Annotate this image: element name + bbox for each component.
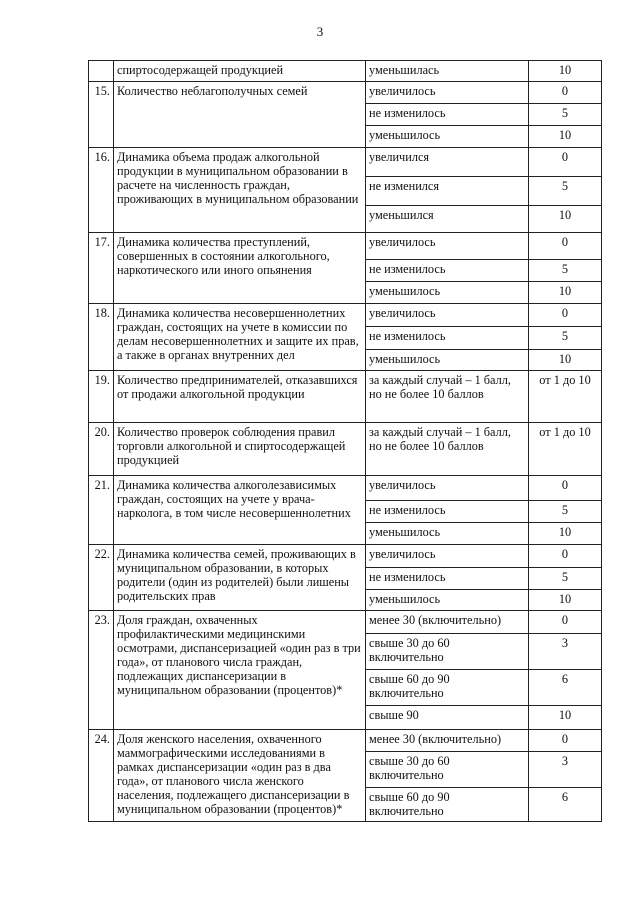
table-row [89,545,602,568]
indicator-name: Динамика количества семей, проживающих в муниципальном образовании, в которых родители (один из родителей) были лишены родительских прав [114,545,366,611]
indicator-name: Доля женского населения, охваченного маммографическими исследованиями в рамках диспансеризации «один раз в два года», от планового числа женского населения, подлежащего диспансеризации в муниципальном образовании (процентов)* [114,730,366,822]
score-value: 0 [529,611,602,634]
criterion-text: увеличился [366,148,529,177]
score-value: 0 [529,730,602,752]
criterion-text: не изменилось [366,568,529,590]
criterion-text: увеличилось [366,233,529,260]
score-value: 5 [529,501,602,523]
row-number: 21. [89,476,114,545]
score-value: 0 [529,304,602,327]
criterion-text: не изменилось [366,327,529,350]
table-row [89,476,602,501]
criterion-text: свыше 60 до 90 включительно [366,670,529,706]
row-number: 15. [89,82,114,148]
criterion-text: свыше 30 до 60 включительно [366,634,529,670]
row-number: 16. [89,148,114,233]
score-value: от 1 до 10 [529,371,602,423]
score-value: 10 [529,61,602,82]
score-value: 5 [529,568,602,590]
score-value: от 1 до 10 [529,423,602,476]
criterion-text: уменьшилось [366,590,529,611]
indicator-name: Динамика объема продаж алкогольной продукции в муниципальном образовании в расчете на численность граждан, проживающих в муниципальном образовании [114,148,366,233]
criteria-table-body [89,61,602,822]
score-value: 0 [529,82,602,104]
criterion-text: свыше 90 [366,706,529,730]
criterion-text: увеличилось [366,304,529,327]
criterion-text: не изменилось [366,260,529,282]
score-value: 0 [529,545,602,568]
indicator-name: Динамика количества алкоголезависимых граждан, состоящих на учете у врача-нарколога, в том числе несовершеннолетних [114,476,366,545]
score-value: 5 [529,104,602,126]
criterion-text: не изменилось [366,104,529,126]
criterion-text: менее 30 (включительно) [366,730,529,752]
table-row [89,82,602,104]
criterion-text: уменьшилось [366,126,529,148]
indicator-name: Динамика количества преступлений, совершенных в состоянии алкогольного, наркотического или иного опьянения [114,233,366,304]
indicator-name: Количество проверок соблюдения правил торговли алкогольной и спиртосодержащей продукцией [114,423,366,476]
score-value: 5 [529,260,602,282]
score-value: 6 [529,670,602,706]
table-row [89,371,602,423]
score-value: 3 [529,752,602,788]
table-row [89,233,602,260]
row-number [89,61,114,82]
row-number: 20. [89,423,114,476]
criterion-text: увеличилось [366,476,529,501]
score-value: 6 [529,788,602,822]
criterion-text: не изменился [366,177,529,206]
table-row [89,423,602,476]
criterion-text: уменьшилось [366,523,529,545]
table-row [89,611,602,634]
indicator-name: Доля граждан, охваченных профилактическими медицинскими осмотрами, диспансеризацией «один раз в три года», от планового числа граждан, подлежащих диспансеризации в муниципальном образовании (процентов)* [114,611,366,730]
score-value: 10 [529,523,602,545]
score-value: 10 [529,706,602,730]
table-row [89,61,602,82]
criterion-text: за каждый случай – 1 балл, но не более 10 баллов [366,423,529,476]
score-value: 5 [529,327,602,350]
criterion-text: уменьшился [366,206,529,233]
criterion-text: свыше 60 до 90 включительно [366,788,529,822]
row-number: 24. [89,730,114,822]
score-value: 10 [529,206,602,233]
table-row [89,148,602,177]
indicator-name: Количество предпринимателей, отказавшихся от продажи алкогольной продукции [114,371,366,423]
row-number: 19. [89,371,114,423]
score-value: 10 [529,350,602,371]
score-value: 3 [529,634,602,670]
score-value: 0 [529,476,602,501]
criterion-text: уменьшилось [366,282,529,304]
score-value: 10 [529,126,602,148]
criterion-text: менее 30 (включительно) [366,611,529,634]
table-row [89,730,602,752]
row-number: 17. [89,233,114,304]
page-number: 3 [316,24,324,39]
criterion-text: не изменилось [366,501,529,523]
criterion-text: уменьшилось [366,350,529,371]
row-number: 18. [89,304,114,371]
table-row [89,304,602,327]
score-value: 10 [529,282,602,304]
score-value: 5 [529,177,602,206]
indicator-name: Количество неблагополучных семей [114,82,366,148]
criterion-text: свыше 30 до 60 включительно [366,752,529,788]
score-value: 0 [529,148,602,177]
criterion-text: уменьшилась [366,61,529,82]
score-value: 10 [529,590,602,611]
criterion-text: за каждый случай – 1 балл, но не более 10 баллов [366,371,529,423]
criterion-text: увеличилось [366,545,529,568]
row-number: 22. [89,545,114,611]
criteria-table [88,60,602,822]
score-value: 0 [529,233,602,260]
indicator-name: Динамика количества несовершеннолетних граждан, состоящих на учете в комиссии по делам несовершеннолетних и защите их прав, а также в органах внутренних дел [114,304,366,371]
row-number: 23. [89,611,114,730]
indicator-name: спиртосодержащей продукцией [114,61,366,82]
criterion-text: увеличилось [366,82,529,104]
